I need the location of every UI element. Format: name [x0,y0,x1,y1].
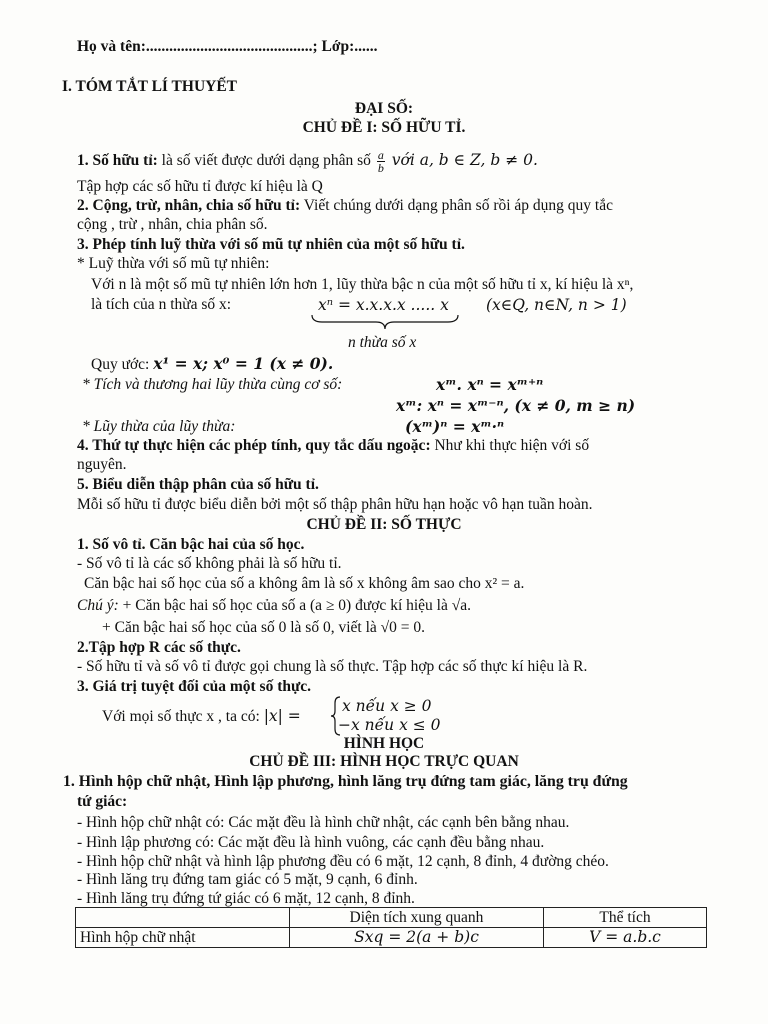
item4-title: 4. Thứ tự thực hiện các phép tính, quy tắc dấu ngoặc: [77,437,431,454]
item5-title: 5. Biểu diễn thập phân của số hữu tỉ. [77,476,319,493]
item1-title: 1. Số hữu tỉ: [77,152,158,170]
item2-title: 2. Cộng, trừ, nhân, chia số hữu tỉ: [77,197,301,214]
table-header-cell [76,908,290,928]
h1-line5: - Hình lăng trụ đứng tứ giác có 6 mặt, 12 cạnh, 8 đỉnh. [77,890,415,907]
item2-line2: cộng , trừ , nhân, chia phân số. [77,216,268,233]
topic2-heading: CHỦ ĐỀ II: SỐ THỰC [306,516,462,533]
convention-line [91,355,333,374]
q1-line2: Căn bậc hai số học của số a không âm là số x không âm sao cho x² = a. [84,575,525,592]
item4-line2: nguyên. [77,456,127,473]
underbrace-label: n thừa số x [348,334,417,351]
item2-text: Viết chúng dưới dạng phân số rồi áp dụng quy tắc [300,197,613,214]
item3-line1: Với n là một số mũ tự nhiên lớn hơn 1, lũy thừa bậc n của một số hữu tỉ x, kí hiệu là xⁿ, [91,276,634,293]
table-header-row [76,908,707,928]
table-cell: Sxq = 2(a + b)c [290,928,544,948]
algebra-heading: ĐẠI SỐ: [354,100,414,117]
note1-text: + Căn bậc hai số học của số a (a ≥ 0) được kí hiệu là √a. [118,597,472,614]
q1-note1 [77,597,471,615]
h1-title2: tứ giác: [77,793,128,810]
abs-value-symbol: |x| = [263,707,301,725]
h1-line4: - Hình lăng trụ đứng tam giác có 5 mặt, 9 cạnh, 6 đỉnh. [77,871,418,888]
topic3-heading: CHỦ ĐỀ III: HÌNH HỌC TRỰC QUAN [249,753,519,770]
fraction-numerator: a [377,148,384,162]
power-condition: (x∈Q, n∈N, n > 1) [486,296,627,314]
abs-case-positive: x nếu x ≥ 0 [342,697,432,715]
table-row [76,928,707,948]
table-header-cell: Diện tích xung quanh [290,908,544,928]
q2-line1: - Số hữu tỉ và số vô tỉ được gọi chung là số thực. Tập hợp các số thực kí hiệu là R. [77,658,588,675]
q3-intro: Với mọi số thực x , ta có: [102,708,264,725]
quotient-formula: xᵐ: xⁿ = xᵐ⁻ⁿ, (x ≠ 0, m ≥ n) [396,396,636,415]
item4-text: Như khi thực hiện với số [430,437,590,454]
h1-line1: - Hình hộp chữ nhật có: Các mặt đều là hình chữ nhật, các cạnh bên bằng nhau. [77,814,570,831]
topic1-heading: CHỦ ĐỀ I: SỐ HỮU TỈ. [302,119,466,136]
convention-label: Quy ước: [91,356,154,373]
fraction-denominator: b [377,161,384,175]
class-blank: ...... [354,38,378,55]
q1-note2: + Căn bậc hai số học của số 0 là số 0, viết là √0 = 0. [102,619,426,636]
convention-formula: x¹ = x; x⁰ = 1 (x ≠ 0). [153,354,334,373]
q3-title: 3. Giá trị tuyệt đối của một số thực. [77,678,312,695]
name-label: Họ và tên: [77,38,146,55]
table-cell: V = a.b.c [544,928,707,948]
power-of-power-label: * Lũy thừa của lũy thừa: [82,418,236,435]
class-label: ; Lớp: [312,38,355,55]
item1-rational [77,149,538,174]
item5-text: Mỗi số hữu tỉ được biểu diễn bởi một số thập phân hữu hạn hoặc vô hạn tuần hoàn. [77,496,593,513]
h1-line3: - Hình hộp chữ nhật và hình lập phương đều có 6 mặt, 12 cạnh, 8 đỉnh, 4 đường chéo. [77,853,609,870]
note-label: Chú ý: [77,597,119,614]
q2-title: 2.Tập hợp R các số thực. [77,639,241,656]
table-header-cell: Thể tích [544,908,707,928]
abs-case-negative: −x nếu x ≤ 0 [338,716,441,734]
product-quotient-label: * Tích và thương hai lũy thừa cùng cơ số: [82,376,343,393]
name-class-header [77,38,378,56]
item3-title: 3. Phép tính luỹ thừa với số mũ tự nhiên của một số hữu tỉ. [77,236,465,253]
q1-line1: - Số vô tỉ là các số không phải là số hữu tỉ. [77,555,342,572]
power-formula: xⁿ = x.x.x.x ..... x [318,296,449,314]
section-heading: I. TÓM TẮT LÍ THUYẾT [62,78,238,95]
item1-line2: Tập hợp các số hữu tỉ được kí hiệu là Q [77,178,323,195]
formula-table [75,907,707,948]
q3-line1 [102,707,301,726]
q1-title: 1. Số vô tỉ. Căn bậc hai của số học. [77,536,305,553]
item2-operations [77,197,613,215]
table-cell: Hình hộp chữ nhật [76,928,290,948]
fraction-a-over-b [377,149,385,174]
item1-text: là số viết được dưới dạng phân số [157,152,375,170]
power-of-power-formula: (xᵐ)ⁿ = xᵐ·ⁿ [405,417,505,436]
item4-order [77,437,589,455]
h1-line2: - Hình lập phương có: Các mặt đều là hình vuông, các cạnh đều bằng nhau. [77,834,545,851]
item3-sub: * Luỹ thừa với số mũ tự nhiên: [77,255,270,272]
geometry-heading: HÌNH HỌC [343,735,425,752]
underbrace-icon [310,313,460,331]
item3-line2: là tích của n thừa số x: [91,296,232,313]
product-formula: xᵐ. xⁿ = xᵐ⁺ⁿ [436,375,544,394]
item1-condition: với a, b ∈ Z, b ≠ 0. [386,151,538,170]
name-blank: ........................................... [145,38,313,55]
h1-title: 1. Hình hộp chữ nhật, Hình lập phương, hình lăng trụ đứng tam giác, lăng trụ đứng [63,773,628,790]
